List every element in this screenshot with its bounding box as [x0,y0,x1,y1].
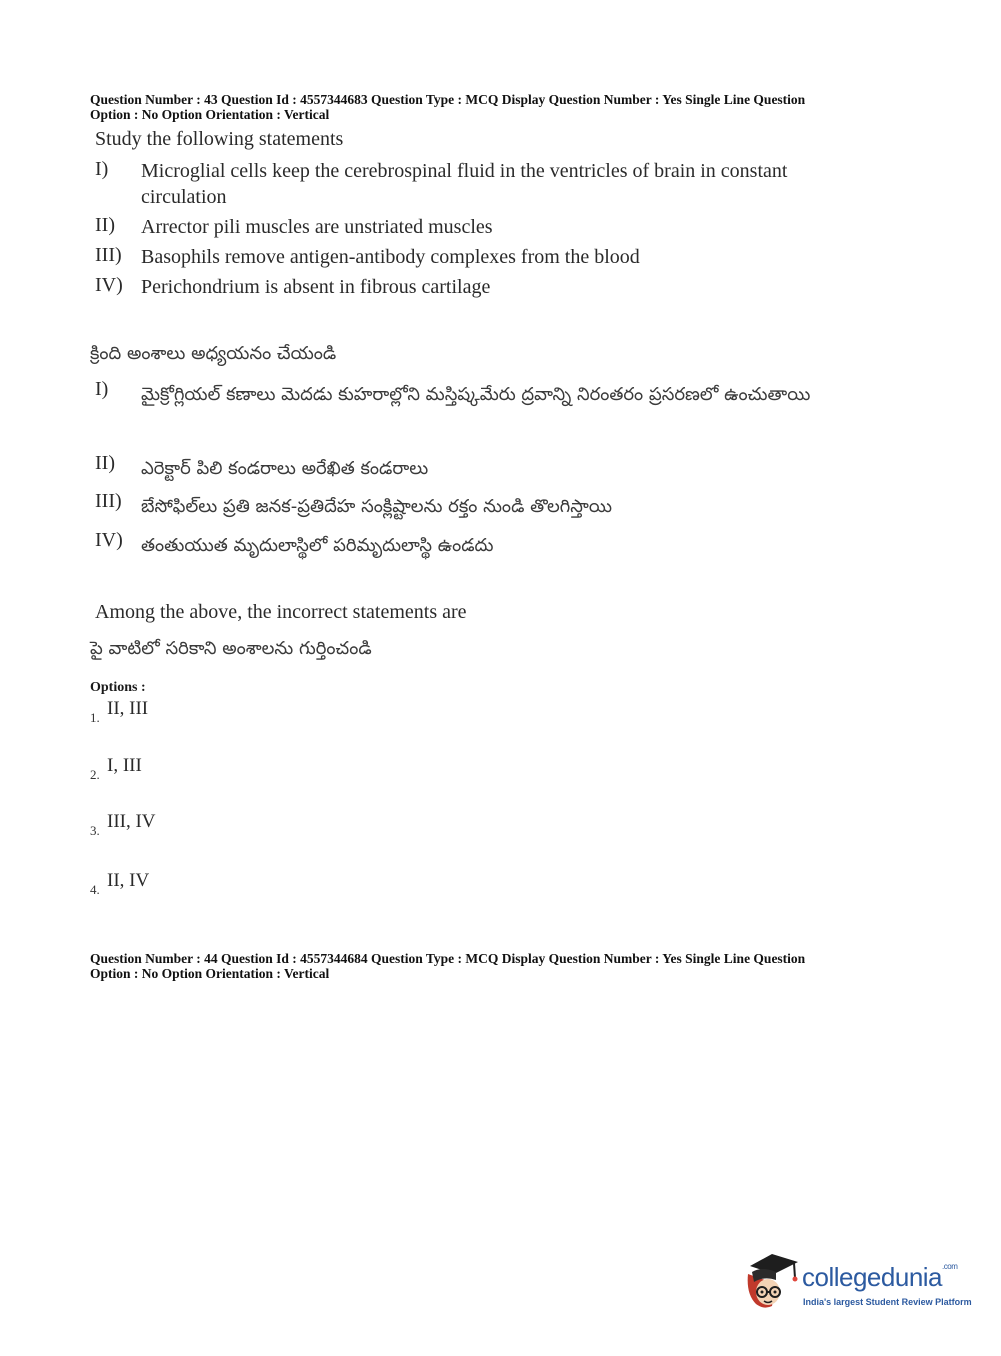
statement-text: Microglial cells keep the cerebrospinal fluid in the ventricles of brain in constant circulation [141,160,788,208]
statement-text: బేసోఫిల్‌లు ప్రతి జనక-ప్రతిదేహ సంక్లిష్టాలను రక్తం నుండి తొలగిస్తాయి [141,496,613,517]
logo-tagline: India's largest Student Review Platform [803,1297,972,1307]
logo-wordmark [802,1262,957,1293]
statement-number: I) [95,158,109,180]
option-number: 1. [90,710,100,725]
intro-telugu: క్రింది అంశాలు అధ్యయనం చేయండి [90,343,337,364]
option-value: II, IV [107,870,150,891]
option-value: I, III [107,755,142,776]
statement-number: IV) [95,529,123,551]
statement-number: III) [95,490,122,512]
logo-suffix: .com [942,1262,958,1271]
statement-text: Perichondrium is absent in fibrous cartilage [141,276,491,298]
options-label: Options : [90,680,146,695]
option-number: 4. [90,882,100,897]
question-meta-line-1: Question Number : 44 Question Id : 4557344684 Question Type : MCQ Display Question Number : Yes Single Line Question [90,951,806,966]
intro-english: Study the following statements [95,128,344,150]
question-meta-line-2: Option : No Option Orientation : Vertical [90,966,330,981]
statement-number: II) [95,452,115,474]
collegedunia-logo[interactable] [742,1248,972,1318]
question-meta-line-1: Question Number : 43 Question Id : 4557344683 Question Type : MCQ Display Question Number : Yes Single Line Question [90,92,806,107]
logo-name: collegedunia [802,1262,943,1292]
statement-text: Basophils remove antigen-antibody complexes from the blood [141,246,640,268]
option-value: III, IV [107,811,156,832]
statement-number: III) [95,244,122,266]
option-number: 3. [90,823,100,838]
statement-number: IV) [95,274,123,296]
option-number: 2. [90,767,100,782]
question-ask-telugu: పై వాటిలో సరికాని అంశాలను గుర్తించండి [90,638,372,659]
question-43-meta [90,92,930,122]
question-meta-line-2: Option : No Option Orientation : Vertical [90,107,330,122]
question-44-meta [90,951,930,981]
statement-text: తంతుయుత మృదులాస్థిలో పరిమృదులాస్థి ఉండదు [141,535,494,556]
statement-number: I) [95,378,109,400]
statement-text: Arrector pili muscles are unstriated muscles [141,216,493,238]
mascot-icon [742,1248,802,1312]
statement-text: మైక్రోగ్లియల్ కణాలు మెదడు కుహరాల్లోని మస్తిష్కమేరు ద్రవాన్ని నిరంతరం ప్రసరణలో ఉంచుతాయి [141,384,811,405]
statement-number: II) [95,214,115,236]
option-value: II, III [107,698,149,719]
question-ask-english: Among the above, the incorrect statements are [95,601,467,623]
statement-text: ఎరెక్టార్ పిలి కండరాలు అరేఖిత కండరాలు [141,458,429,479]
